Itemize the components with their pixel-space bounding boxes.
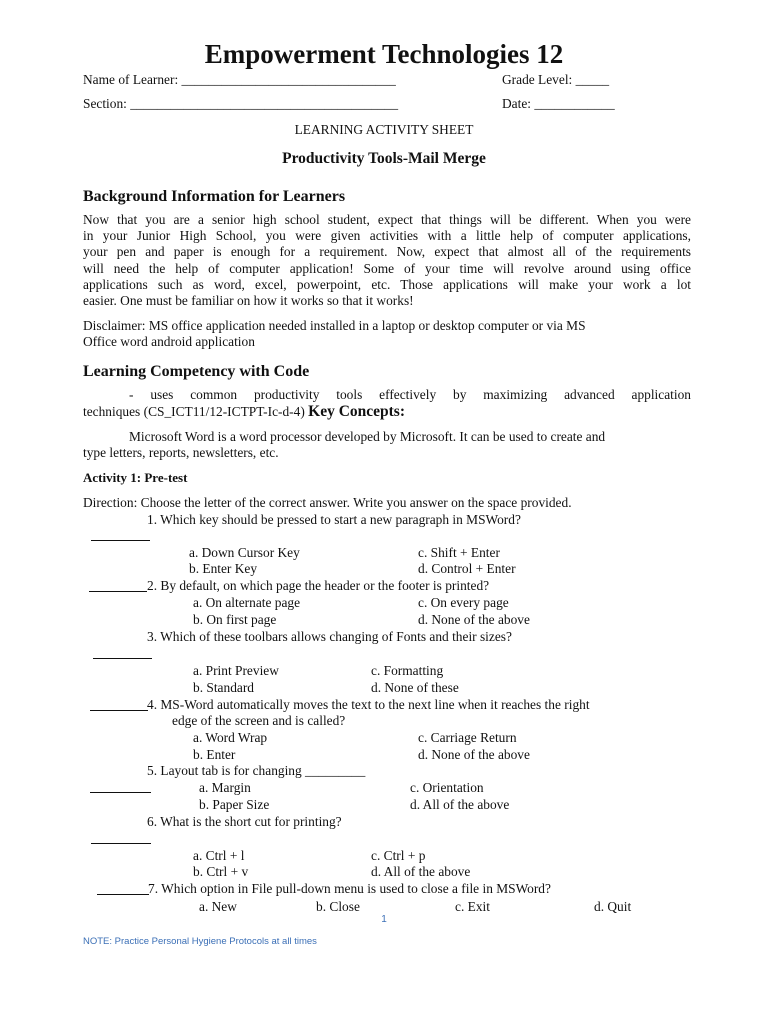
background-line: your pen and paper is enough for a requirement. Now, expect that almost all of the requirements <box>83 244 691 260</box>
question-4-continued: edge of the screen and is called? <box>172 713 346 728</box>
answer-blank-7[interactable] <box>97 894 149 895</box>
q5-choice-d: d. All of the above <box>410 797 510 812</box>
q6-choice-c: c. Ctrl + p <box>371 848 426 863</box>
q3-choice-d: d. None of these <box>371 680 459 695</box>
q1-choice-d: d. Control + Enter <box>418 561 516 576</box>
answer-blank-5[interactable] <box>90 792 151 793</box>
question-1: 1. Which key should be pressed to start a new paragraph in MSWord? <box>147 512 521 527</box>
q5-choice-b: b. Paper Size <box>199 797 270 812</box>
date-field: Date: ____________ <box>502 96 615 111</box>
question-4: 4. MS-Word automatically moves the text to the next line when it reaches the right <box>147 697 590 712</box>
q6-choice-d: d. All of the above <box>371 864 471 879</box>
competency-heading: Learning Competency with Code <box>83 363 310 380</box>
competency-code: techniques (CS_ICT11/12-ICTPT-Ic-d-4) <box>83 404 305 419</box>
hygiene-note: NOTE: Practice Personal Hygiene Protocols at all times <box>83 936 317 947</box>
q2-choice-c: c. On every page <box>418 595 509 610</box>
topic-heading: Productivity Tools-Mail Merge <box>282 150 486 167</box>
question-5: 5. Layout tab is for changing _________ <box>147 763 366 778</box>
background-line: applications such as word, excel, powerpoint, etc. Those applications will make your work a lot <box>83 276 691 292</box>
q3-choice-c: c. Formatting <box>371 663 444 678</box>
q2-choice-a: a. On alternate page <box>193 595 301 610</box>
disclaimer-line: Disclaimer: MS office application needed installed in a laptop or desktop computer or via MS <box>83 318 586 333</box>
q6-choice-a: a. Ctrl + l <box>193 848 245 863</box>
q2-choice-b: b. On first page <box>193 612 277 627</box>
q4-choice-c: c. Carriage Return <box>418 730 517 745</box>
q7-choice-b: b. Close <box>316 899 360 914</box>
background-line: easier. One must be familiar on how it works so that it works! <box>83 293 414 309</box>
question-2: 2. By default, on which page the header or the footer is printed? <box>147 578 490 593</box>
background-paragraph <box>83 212 691 309</box>
answer-blank-3[interactable] <box>93 658 152 659</box>
key-concepts-heading: Key Concepts: <box>308 403 406 420</box>
concept-line: Microsoft Word is a word processor developed by Microsoft. It can be used to create and <box>129 429 606 444</box>
grade-level-field: Grade Level: _____ <box>502 72 610 87</box>
answer-blank-6[interactable] <box>91 843 151 844</box>
q6-choice-b: b. Ctrl + v <box>193 864 249 879</box>
answer-blank-4[interactable] <box>90 710 148 711</box>
concept-line: type letters, reports, newsletters, etc. <box>83 445 279 460</box>
name-of-learner-field: Name of Learner: ________________________________ <box>83 72 396 87</box>
q1-choice-a: a. Down Cursor Key <box>189 545 300 560</box>
question-3: 3. Which of these toolbars allows changing of Fonts and their sizes? <box>147 629 512 644</box>
q4-choice-a: a. Word Wrap <box>193 730 268 745</box>
background-line: in your Junior High School, you were given activities with a little help of computer applications, <box>83 228 691 244</box>
competency-line: - uses common productivity tools effectively by maximizing advanced application <box>129 387 691 402</box>
q1-choice-b: b. Enter Key <box>189 561 258 576</box>
q7-choice-c: c. Exit <box>455 899 490 914</box>
q7-choice-d: d. Quit <box>594 899 632 914</box>
background-line: Now that you are a senior high school student, expect that things will be different. When you were <box>83 212 691 227</box>
page-number: 1 <box>381 914 387 925</box>
q5-choice-c: c. Orientation <box>410 780 484 795</box>
q5-choice-a: a. Margin <box>199 780 251 795</box>
answer-blank-1[interactable] <box>91 540 150 541</box>
sheet-label: LEARNING ACTIVITY SHEET <box>294 122 474 137</box>
q7-choice-a: a. New <box>199 899 237 914</box>
q1-choice-c: c. Shift + Enter <box>418 545 500 560</box>
background-line: will need the help of computer application! Some of your time will revolve around using office <box>83 260 691 276</box>
disclaimer-line: Office word android application <box>83 334 255 350</box>
q4-choice-b: b. Enter <box>193 747 236 762</box>
activity-heading: Activity 1: Pre-test <box>83 470 188 485</box>
answer-blank-2[interactable] <box>89 591 147 592</box>
competency-code-line <box>83 404 405 420</box>
question-6: 6. What is the short cut for printing? <box>147 814 342 829</box>
q2-choice-d: d. None of the above <box>418 612 530 627</box>
question-7: 7. Which option in File pull-down menu is used to close a file in MSWord? <box>148 881 551 896</box>
q4-choice-d: d. None of the above <box>418 747 530 762</box>
page-title: Empowerment Technologies 12 <box>204 39 564 69</box>
direction-text: Direction: Choose the letter of the correct answer. Write you answer on the space provided. <box>83 495 572 510</box>
background-heading: Background Information for Learners <box>83 188 346 205</box>
q3-choice-b: b. Standard <box>193 680 254 695</box>
q3-choice-a: a. Print Preview <box>193 663 279 678</box>
section-field: Section: ________________________________________ <box>83 96 399 111</box>
disclaimer <box>83 318 691 350</box>
